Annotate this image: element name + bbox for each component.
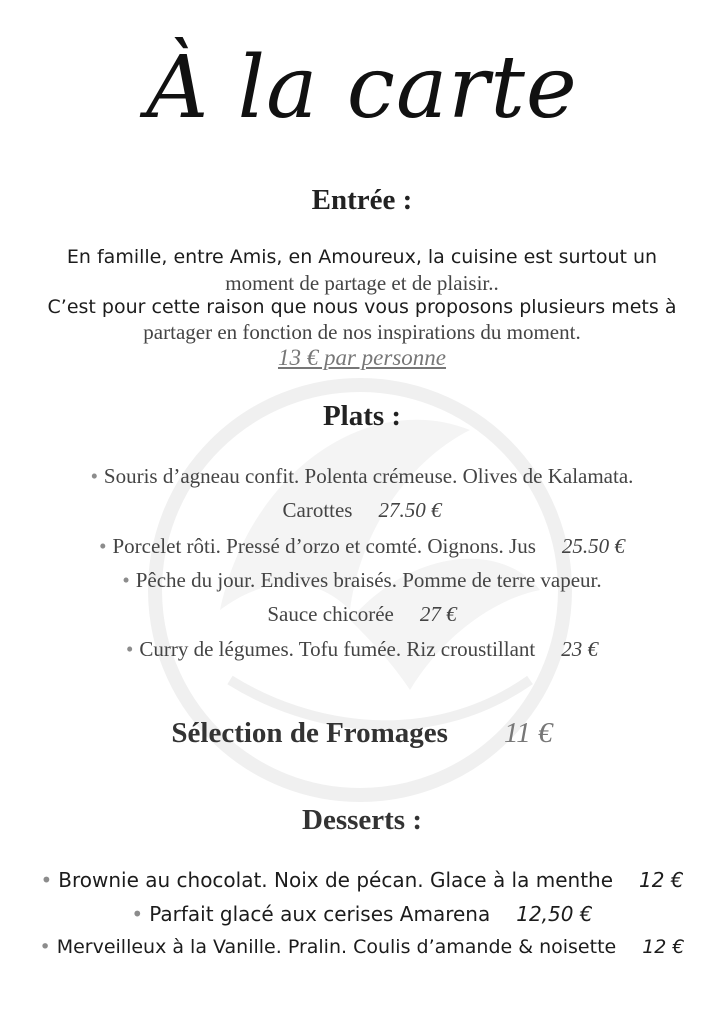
entree-text-line-3: C’est pour cette raison que nous vous proposons plusieurs mets à <box>47 296 677 318</box>
plat-item-cont <box>0 602 724 627</box>
plat-item <box>0 568 724 593</box>
plat-item-cont <box>0 498 724 523</box>
fromages-label: Sélection de Fromages <box>171 717 448 749</box>
dessert-text: Parfait glacé aux cerises Amarena <box>149 902 491 926</box>
entree-text-line-2: moment de partage et de plaisir.. <box>225 271 499 295</box>
bullet-icon: • <box>40 868 53 892</box>
plat-text: Pêche du jour. Endives braisés. Pomme de terre vapeur. <box>135 568 602 592</box>
entree-heading: Entrée : <box>311 184 413 216</box>
bullet-icon: • <box>122 568 130 592</box>
plat-item <box>0 637 724 662</box>
fromages-line <box>0 717 724 750</box>
plat-price: 23 € <box>561 637 598 661</box>
plats-heading: Plats : <box>322 400 402 432</box>
entree-text-line-4: partager en fonction de nos inspirations du moment. <box>143 320 581 344</box>
plat-price: 25.50 € <box>561 534 625 558</box>
plat-text: Carottes <box>282 498 353 522</box>
plat-text: Sauce chicorée <box>267 602 394 626</box>
plat-item <box>0 464 724 489</box>
fromages-price: 11 € <box>503 717 553 749</box>
page-title: À la carte <box>146 38 578 138</box>
bullet-icon: • <box>99 534 107 558</box>
dessert-text: Merveilleux à la Vanille. Pralin. Coulis d’amande & noisette <box>56 936 617 958</box>
bullet-icon: • <box>126 637 134 661</box>
bullet-icon: • <box>131 902 144 926</box>
desserts-heading: Desserts : <box>302 804 422 836</box>
dessert-item <box>0 902 724 926</box>
dessert-item <box>0 936 724 958</box>
bullet-icon: • <box>90 464 98 488</box>
dessert-price: 12 € <box>639 868 684 892</box>
plat-price: 27 € <box>419 602 457 626</box>
plat-item <box>0 534 724 559</box>
entree-text-line-1: En famille, entre Amis, en Amoureux, la cuisine est surtout un <box>66 246 658 268</box>
plat-price: 27.50 € <box>378 498 442 522</box>
entree-price <box>0 345 724 371</box>
entree-price-text: 13 € par personne <box>277 345 447 370</box>
plat-text: Curry de légumes. Tofu fumée. Riz croustillant <box>139 637 536 661</box>
bullet-icon: • <box>39 936 51 958</box>
dessert-item <box>0 868 724 892</box>
plat-text: Souris d’agneau confit. Polenta crémeuse. Olives de Kalamata. <box>103 464 634 488</box>
plat-text: Porcelet rôti. Pressé d’orzo et comté. Oignons. Jus <box>112 534 536 558</box>
dessert-text: Brownie au chocolat. Noix de pécan. Glace à la menthe <box>58 868 614 892</box>
dessert-price: 12,50 € <box>516 902 593 926</box>
dessert-price: 12 € <box>642 936 685 958</box>
